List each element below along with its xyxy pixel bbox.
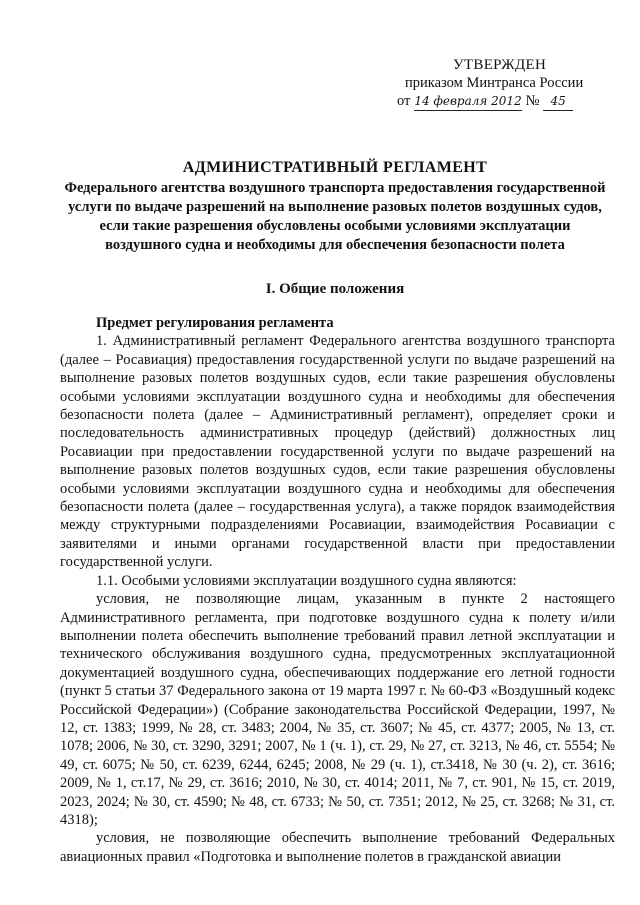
title-main: АДМИНИСТРАТИВНЫЙ РЕГЛАМЕНТ — [182, 159, 488, 176]
order-reference: приказом Минтранса России — [405, 75, 584, 91]
paragraph: условия, не позволяющие обеспечить выполнение требований Федеральных авиационных правил «Подготовка и выполнение полетов в гражданской авиации — [60, 830, 615, 865]
title-subtitle: Федерального агентства воздушного транспорта предоставления государственной услуги по выдаче разрешений на выполнение разовых полетов воздушных судов, если такие разрешения обусловлены особыми условиями эксплуатации воздушного судна и необходимы для обеспечения безопасности полета — [64, 180, 606, 253]
number-label: № — [525, 93, 540, 109]
from-label: от — [397, 93, 411, 109]
subsection-heading: Предмет регулирования регламента — [96, 315, 334, 331]
approved-label: УТВЕРЖДЕН — [453, 57, 547, 73]
document-body — [60, 314, 615, 866]
approval-stamp — [397, 56, 625, 111]
document-title — [60, 158, 610, 255]
paragraph: 1. Административный регламент Федерального агентства воздушного транспорта (далее – Росавиация) предоставления государственной услуги по выдаче разрешений на выполнение разовых полетов воздушных судов, если такие разрешения обусловлены особыми условиями эксплуатации воздушного судна и необходимы для обеспечения безопасности полета (далее – Административный регламент), определяет сроки и последовательность административных процедур (действий) должностных лиц Росавиации при предоставлении государственной услуги по выдаче разрешений на выполнение разовых полетов воздушных судов, если такие разрешения обусловлены особыми условиями эксплуатации воздушного судна и необходимы для обеспечения безопасности полета (далее – государственная услуга), а также порядок взаимодействия между структурными подразделениями Росавиации, взаимодействия Росавиации с заявителями и иными органами государственной власти при предоставлении государственной услуги. — [60, 333, 615, 571]
handwritten-number: 45 — [543, 92, 573, 111]
handwritten-date: 14 февраля 2012 — [414, 92, 522, 111]
paragraph: 1.1. Особыми условиями эксплуатации воздушного судна являются: — [96, 572, 517, 589]
paragraph: условия, не позволяющие лицам, указанным в пункте 2 настоящего Административного регламента, при подготовке воздушного судна к полету и/или выполнении полета обеспечить выполнение требований правил летной эксплуатации и технического обслуживания воздушного судна, предусмотренных эксплуатационной документацией воздушного судна, обеспечивающих поддержание его летной годности (пункт 5 статьи 37 Федерального закона от 19 марта 1997 г. № 60-ФЗ «Воздушный кодекс Российской Федерации») (Собрание законодательства Российской Федерации, 1997, № 12, ст. 1383; 1999, № 28, ст. 3483; 2004, № 35, ст. 3607; № 45, ст. 4377; 2005, № 13, ст. 1078; 2006, № 30, ст. 3290, 3291; 2007, № 1 (ч. 1), ст. 29, № 27, ст. 3213, № 46, ст. 5554; № 49, ст. 6075; № 50, ст. 6239, 6244, 6245; 2008, № 29 (ч. 1), ст.3418, № 30 (ч. 2), ст. 3616; 2009, № 1, ст.17, № 29, ст. 3616; 2010, № 30, ст. 4014; 2011, № 7, ст. 901, № 15, ст. 2019, 2023, 2024; № 30, ст. 4590; № 48, ст. 6733; № 50, ст. 7351; 2012, № 25, ст. 3268; № 31, ст. 4318); — [60, 591, 615, 828]
section-heading: I. Общие положения — [265, 281, 405, 297]
order-date-line — [397, 92, 625, 111]
